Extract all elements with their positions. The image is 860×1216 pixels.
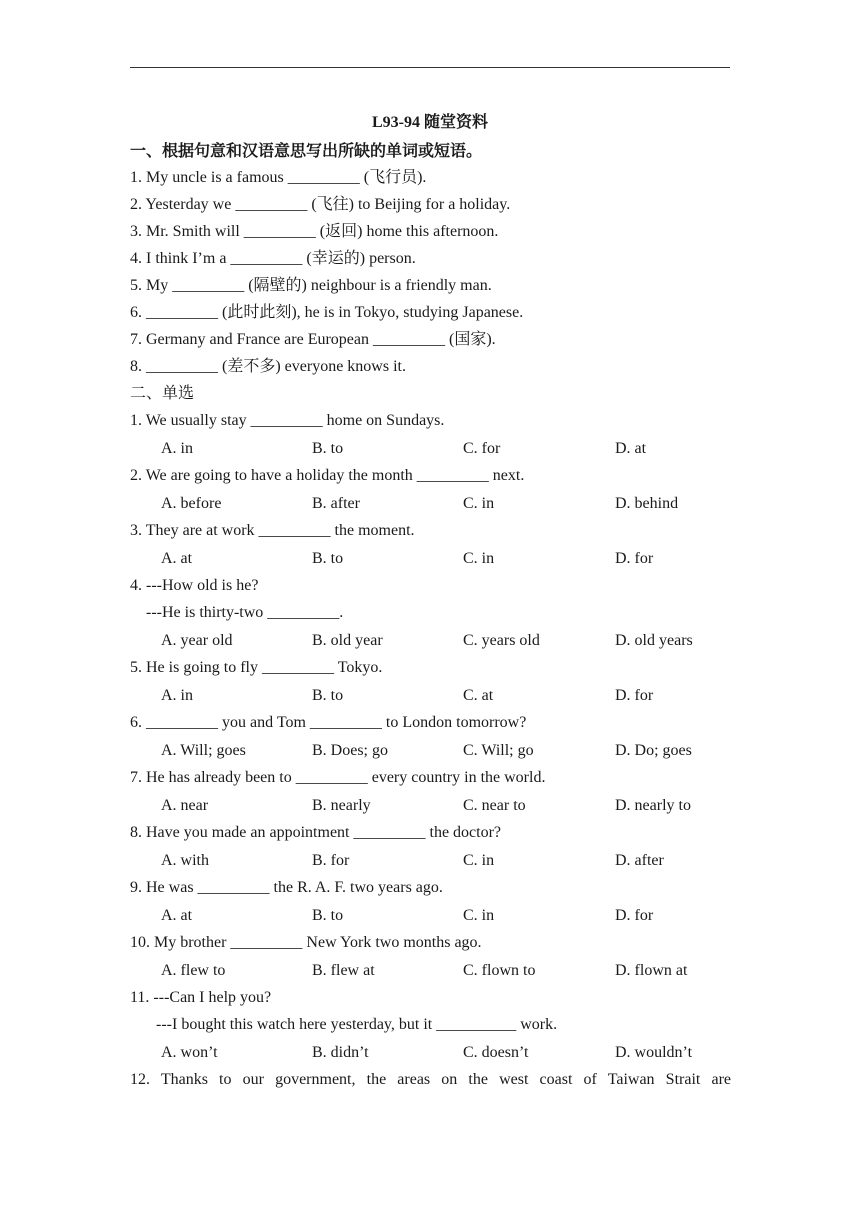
option-d: D. for <box>615 907 654 924</box>
question-stem: 1. We usually stay _________ home on Sundays. <box>130 412 445 429</box>
question-stem: 9. He was _________ the R. A. F. two years ago. <box>130 879 443 896</box>
option-a: A. Will; goes <box>161 742 246 759</box>
question-stem: 8. Have you made an appointment _________ the doctor? <box>130 824 502 841</box>
option-c: C. in <box>463 907 495 924</box>
option-b: B. for <box>312 852 350 869</box>
option-d: D. Do; goes <box>615 742 692 759</box>
option-a: A. in <box>161 440 193 457</box>
option-d: D. wouldn’t <box>615 1044 693 1061</box>
option-a: A. at <box>161 907 193 924</box>
question-stem: 10. My brother _________ New York two months ago. <box>130 934 482 951</box>
question-stem: 12. Thanks to our government, the areas on the west coast of Taiwan Strait are <box>130 1071 731 1088</box>
option-b: B. old year <box>312 632 383 649</box>
option-b: B. to <box>312 440 344 457</box>
option-d: D. at <box>615 440 647 457</box>
option-b: B. after <box>312 495 360 512</box>
option-b: B. flew at <box>312 962 375 979</box>
option-a: A. with <box>161 852 209 869</box>
fill-in-item: 4. I think I’m a _________ (幸运的) person. <box>130 250 416 267</box>
option-a: A. won’t <box>161 1044 218 1061</box>
option-b: B. to <box>312 550 344 567</box>
question-stem-continued: ---I bought this watch here yesterday, but it __________ work. <box>156 1016 558 1033</box>
page-title: L93-94 随堂资料 <box>371 114 488 131</box>
option-c: C. flown to <box>463 962 536 979</box>
header-rule <box>130 67 730 68</box>
fill-in-item: 8. _________ (差不多) everyone knows it. <box>130 358 406 375</box>
option-a: A. near <box>161 797 209 814</box>
question-stem: 2. We are going to have a holiday the month _________ next. <box>130 467 525 484</box>
option-c: C. in <box>463 550 495 567</box>
option-d: D. flown at <box>615 962 688 979</box>
option-c: C. years old <box>463 632 540 649</box>
question-stem: 3. They are at work _________ the moment. <box>130 522 415 539</box>
question-stem: 4. ---How old is he? <box>130 577 259 594</box>
option-b: B. nearly <box>312 797 371 814</box>
fill-in-item: 1. My uncle is a famous _________ (飞行员). <box>130 169 427 186</box>
option-c: C. near to <box>463 797 526 814</box>
fill-in-item: 6. _________ (此时此刻), he is in Tokyo, studying Japanese. <box>130 304 524 321</box>
option-a: A. flew to <box>161 962 226 979</box>
option-a: A. in <box>161 687 193 704</box>
section-1-heading: 一、根据句意和汉语意思写出所缺的单词或短语。 <box>130 141 483 160</box>
option-c: C. Will; go <box>463 742 534 759</box>
option-c: C. at <box>463 687 494 704</box>
fill-in-item: 7. Germany and France are European _________ (国家). <box>130 331 496 348</box>
question-stem: 6. _________ you and Tom _________ to London tomorrow? <box>130 714 527 731</box>
question-stem: 5. He is going to fly _________ Tokyo. <box>130 659 383 676</box>
option-c: C. doesn’t <box>463 1044 529 1061</box>
fill-in-item: 5. My _________ (隔壁的) neighbour is a friendly man. <box>130 277 492 294</box>
option-a: A. at <box>161 550 193 567</box>
option-c: C. for <box>463 440 501 457</box>
question-stem: 7. He has already been to _________ every country in the world. <box>130 769 546 786</box>
option-b: B. didn’t <box>312 1044 369 1061</box>
section-2-heading: 二、单选 <box>130 383 195 402</box>
option-b: B. Does; go <box>312 742 388 759</box>
fill-in-item: 2. Yesterday we _________ (飞往) to Beijing for a holiday. <box>130 196 511 213</box>
option-c: C. in <box>463 852 495 869</box>
option-a: A. before <box>161 495 222 512</box>
option-d: D. for <box>615 550 654 567</box>
question-stem: 11. ---Can I help you? <box>130 989 272 1006</box>
option-c: C. in <box>463 495 495 512</box>
option-d: D. after <box>615 852 664 869</box>
option-a: A. year old <box>161 632 233 649</box>
option-b: B. to <box>312 907 344 924</box>
option-d: D. for <box>615 687 654 704</box>
fill-in-item: 3. Mr. Smith will _________ (返回) home this afternoon. <box>130 223 499 240</box>
option-d: D. nearly to <box>615 797 691 814</box>
option-b: B. to <box>312 687 344 704</box>
option-d: D. behind <box>615 495 679 512</box>
option-d: D. old years <box>615 632 693 649</box>
question-stem-continued: ---He is thirty-two _________. <box>146 604 344 621</box>
